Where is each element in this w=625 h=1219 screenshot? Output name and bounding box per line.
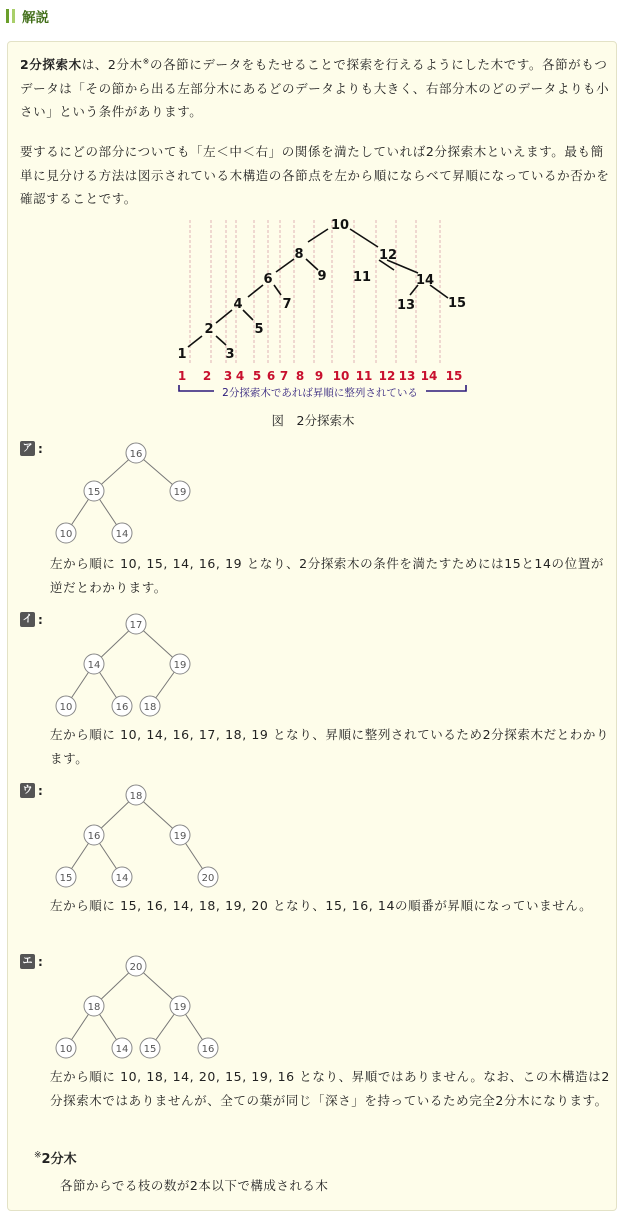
tree-node: 16 <box>201 1044 215 1055</box>
sorted-label: 13 <box>398 369 416 383</box>
tree-node: 19 <box>173 487 187 498</box>
tree-node: 16 <box>87 831 101 842</box>
sorted-label: 4 <box>235 369 245 383</box>
tree-node: 20 <box>201 873 215 884</box>
tree-node: 18 <box>129 791 143 802</box>
node-6: 6 <box>263 272 273 287</box>
tree-node: 20 <box>129 962 143 973</box>
footnote-mark: ※ <box>142 57 150 66</box>
tree-node: 19 <box>173 831 187 842</box>
tree-node: 18 <box>87 1002 101 1013</box>
option-colon: : <box>38 954 43 969</box>
tree-option-e <box>44 951 234 1063</box>
option-badge: イ <box>20 612 35 627</box>
option-u-label <box>20 783 43 798</box>
sorted-label: 8 <box>295 369 305 383</box>
node-4: 4 <box>233 297 243 312</box>
tree-node: 14 <box>87 660 101 671</box>
tree-node: 10 <box>59 529 73 540</box>
explanation-box <box>7 41 617 1211</box>
section-title: 解説 <box>22 10 49 26</box>
tree-node: 18 <box>143 702 157 713</box>
tree-option-a <box>44 438 204 550</box>
tree-option-u <box>44 780 234 892</box>
guide-lines <box>190 220 440 363</box>
sorted-label: 5 <box>252 369 262 383</box>
node-7: 7 <box>282 297 292 312</box>
tree-node: 15 <box>87 487 101 498</box>
tree-node: 10 <box>59 702 73 713</box>
sorted-label: 12 <box>378 369 396 383</box>
tree-option-i <box>44 609 204 721</box>
sorted-label: 15 <box>445 369 463 383</box>
intro-text-tail: の各節にデータをもたせることで探索を行えるようにした木です。各節がもつデータは「その節から出る左部分木にあるどのデータよりも大きく、右部分木のどのデータよりも小さい」という条件があります。 <box>20 57 610 120</box>
footnote-mark: ※ <box>34 1150 42 1161</box>
node-15: 15 <box>447 296 467 311</box>
section-header <box>6 6 49 26</box>
option-a-explanation: 左から順に 10, 15, 14, 16, 19 となり、2分探索木の条件を満たすためには15と14の位置が逆だとわかります。 <box>50 556 604 595</box>
footnote-term: 2分木 <box>41 1152 77 1167</box>
option-i-label <box>20 612 43 627</box>
sorted-label: 3 <box>223 369 233 383</box>
sorted-label: 2 <box>202 369 212 383</box>
node-1: 1 <box>177 347 187 362</box>
sorted-label: 1 <box>177 369 187 383</box>
tree-node: 16 <box>115 702 129 713</box>
footnote-body: 各節からでる枝の数が2本以下で構成される木 <box>60 1178 329 1193</box>
intro-paragraph-1 <box>20 50 610 124</box>
option-badge: エ <box>20 954 35 969</box>
tree-node: 10 <box>59 1044 73 1055</box>
node-14: 14 <box>415 273 435 288</box>
sorted-label: 11 <box>355 369 373 383</box>
intro-text: は、2分木 <box>81 57 143 73</box>
option-colon: : <box>38 441 43 456</box>
node-12: 12 <box>378 248 398 263</box>
term-bst: 2分探索木 <box>20 57 82 73</box>
node-3: 3 <box>225 347 235 362</box>
tree-edges <box>188 229 448 347</box>
option-i-explanation: 左から順に 10, 14, 16, 17, 18, 19 となり、昇順に整列されているため2分探索木だとわかります。 <box>50 727 610 766</box>
option-e-explanation: 左から順に 10, 18, 14, 20, 15, 19, 16 となり、昇順ではありません。なお、この木構造は2分探索木ではありませんが、全ての葉が同じ「深さ」を持っているため完全2分木になります。 <box>50 1069 610 1108</box>
sorted-label: 6 <box>266 369 276 383</box>
tree-node: 15 <box>143 1044 157 1055</box>
node-11: 11 <box>352 270 372 285</box>
tree-node: 19 <box>173 660 187 671</box>
option-e-label <box>20 954 43 969</box>
option-badge: ウ <box>20 783 35 798</box>
option-colon: : <box>38 783 43 798</box>
tree-node: 14 <box>115 529 129 540</box>
tree-node: 15 <box>59 873 73 884</box>
option-u-explanation: 左から順に 15, 16, 14, 18, 19, 20 となり、15, 16, 14の順番が昇順になっていません。 <box>50 898 593 913</box>
option-a-label <box>20 441 43 456</box>
sorted-label: 9 <box>314 369 324 383</box>
tree-node: 17 <box>129 620 143 631</box>
header-bar-icon-light <box>12 9 15 23</box>
node-9: 9 <box>317 269 327 284</box>
sorted-number-row <box>178 369 463 383</box>
node-8: 8 <box>294 247 304 262</box>
intro-paragraph-2: 要するにどの部分についても「左＜中＜右」の関係を満たしていれば2分探索木といえます。最も簡単に見分ける方法は図示されている木構造の各節点を左から順にならべて昇順になっているか否かを確認することです。 <box>20 144 610 206</box>
tree-node: 14 <box>115 1044 129 1055</box>
bracket-label: 2分探索木であれば昇順に整列されている <box>222 387 418 399</box>
node-13: 13 <box>396 298 416 313</box>
option-colon: : <box>38 612 43 627</box>
node-10: 10 <box>330 218 350 233</box>
figure-caption: 図 2分探索木 <box>271 413 355 428</box>
node-5: 5 <box>254 322 264 337</box>
bst-figure <box>168 215 468 400</box>
node-2: 2 <box>204 322 214 337</box>
footnote-title <box>34 1148 77 1167</box>
option-badge: ア <box>20 441 35 456</box>
sorted-label: 10 <box>332 369 350 383</box>
sorted-label: 7 <box>279 369 289 383</box>
sorted-label: 14 <box>420 369 438 383</box>
tree-node: 16 <box>129 449 143 460</box>
tree-node: 14 <box>115 873 129 884</box>
header-bar-icon <box>6 9 9 23</box>
tree-node: 19 <box>173 1002 187 1013</box>
